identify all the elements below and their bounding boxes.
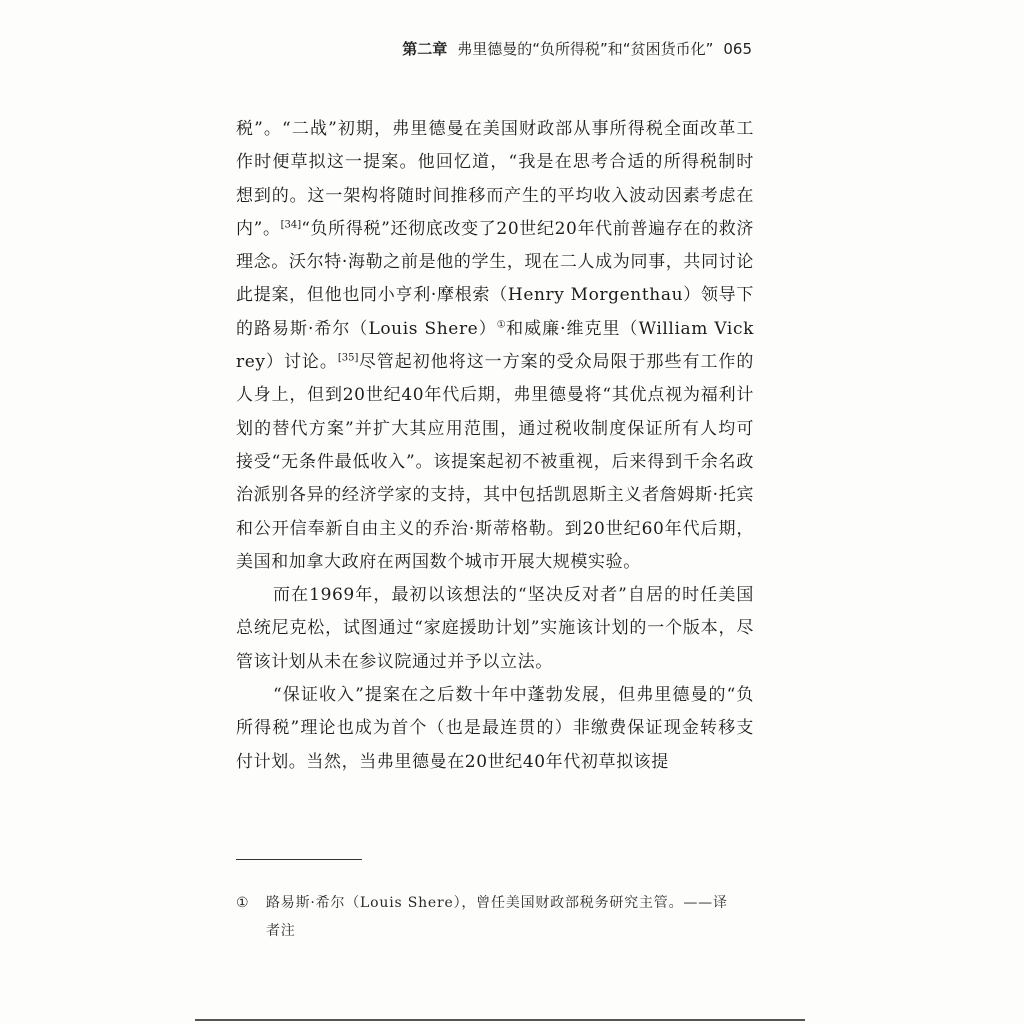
citation-marker: ① [496,319,507,331]
page-bottom-edge [195,1019,805,1021]
paragraph [236,113,754,579]
paragraph-text: 税”。“二战”初期，弗里德曼在美国财政部从事所得税全面改革工作时便草拟这一提案。他回忆道，“我是在思考合适的所得税制时想到的。这一架构将随时间推移而产生的平均收入波动因素考虑在内”。 [236,119,754,239]
footnote-marker: ① [236,895,250,911]
body-text [236,113,754,779]
paragraph-text: 和威廉·维克里（William Vickrey）讨论。 [236,318,754,373]
running-header [300,36,752,62]
paragraph [236,579,754,679]
paragraph-text: “负所得税”还彻底改变了20世纪20年代前普遍存在的救济理念。沃尔特·海勒之前是他的学生，现在二人成为同事，共同讨论此提案，但他也同小亨利·摩根索（Henry Morgenthau）领导下的路易斯·希尔（Louis Shere） [236,218,754,339]
paragraph-text: 尽管起初他将这一方案的受众局限于那些有工作的人身上，但到20世纪40年代后期，弗里德曼将“其优点视为福利计划的替代方案”并扩大其应用范围，通过税收制度保证所有人均可接受“无条件最低收入”。该提案起初不被重视，后来得到千余名政治派别各异的经济学家的支持，其中包括凯恩斯主义者詹姆斯·托宾和公开信奉新自由主义的乔治·斯蒂格勒。到20世纪60年代后期，美国和加拿大政府在两国数个城市开展大规模实验。 [236,352,755,572]
footnote-divider [236,859,362,860]
chapter-title: 弗里德曼的“负所得税”和“贫困货币化” [457,40,714,58]
paragraph-text: 而在1969年，最初以该想法的“坚决反对者”自居的时任美国总统尼克松，试图通过“家庭援助计划”实施该计划的一个版本，尽管该计划从未在参议院通过并予以立法。 [236,585,754,672]
paragraph-text: “保证收入”提案在之后数十年中蓬勃发展，但弗里德曼的“负所得税”理论也成为首个（也是最连贯的）非缴费保证现金转移支付计划。当然，当弗里德曼在20世纪40年代初草拟该提 [236,685,754,772]
citation-marker: [34] [280,219,302,231]
citation-marker: [35] [337,352,359,364]
paragraph [236,679,754,779]
page-number: 065 [723,40,752,58]
footnote [236,889,752,945]
chapter-label: 第二章 [402,40,448,58]
footnote-text-continuation: 者注 [266,923,296,939]
footnote-text: 路易斯·希尔（Louis Shere），曾任美国财政部税务研究主管。——译 [266,895,728,911]
